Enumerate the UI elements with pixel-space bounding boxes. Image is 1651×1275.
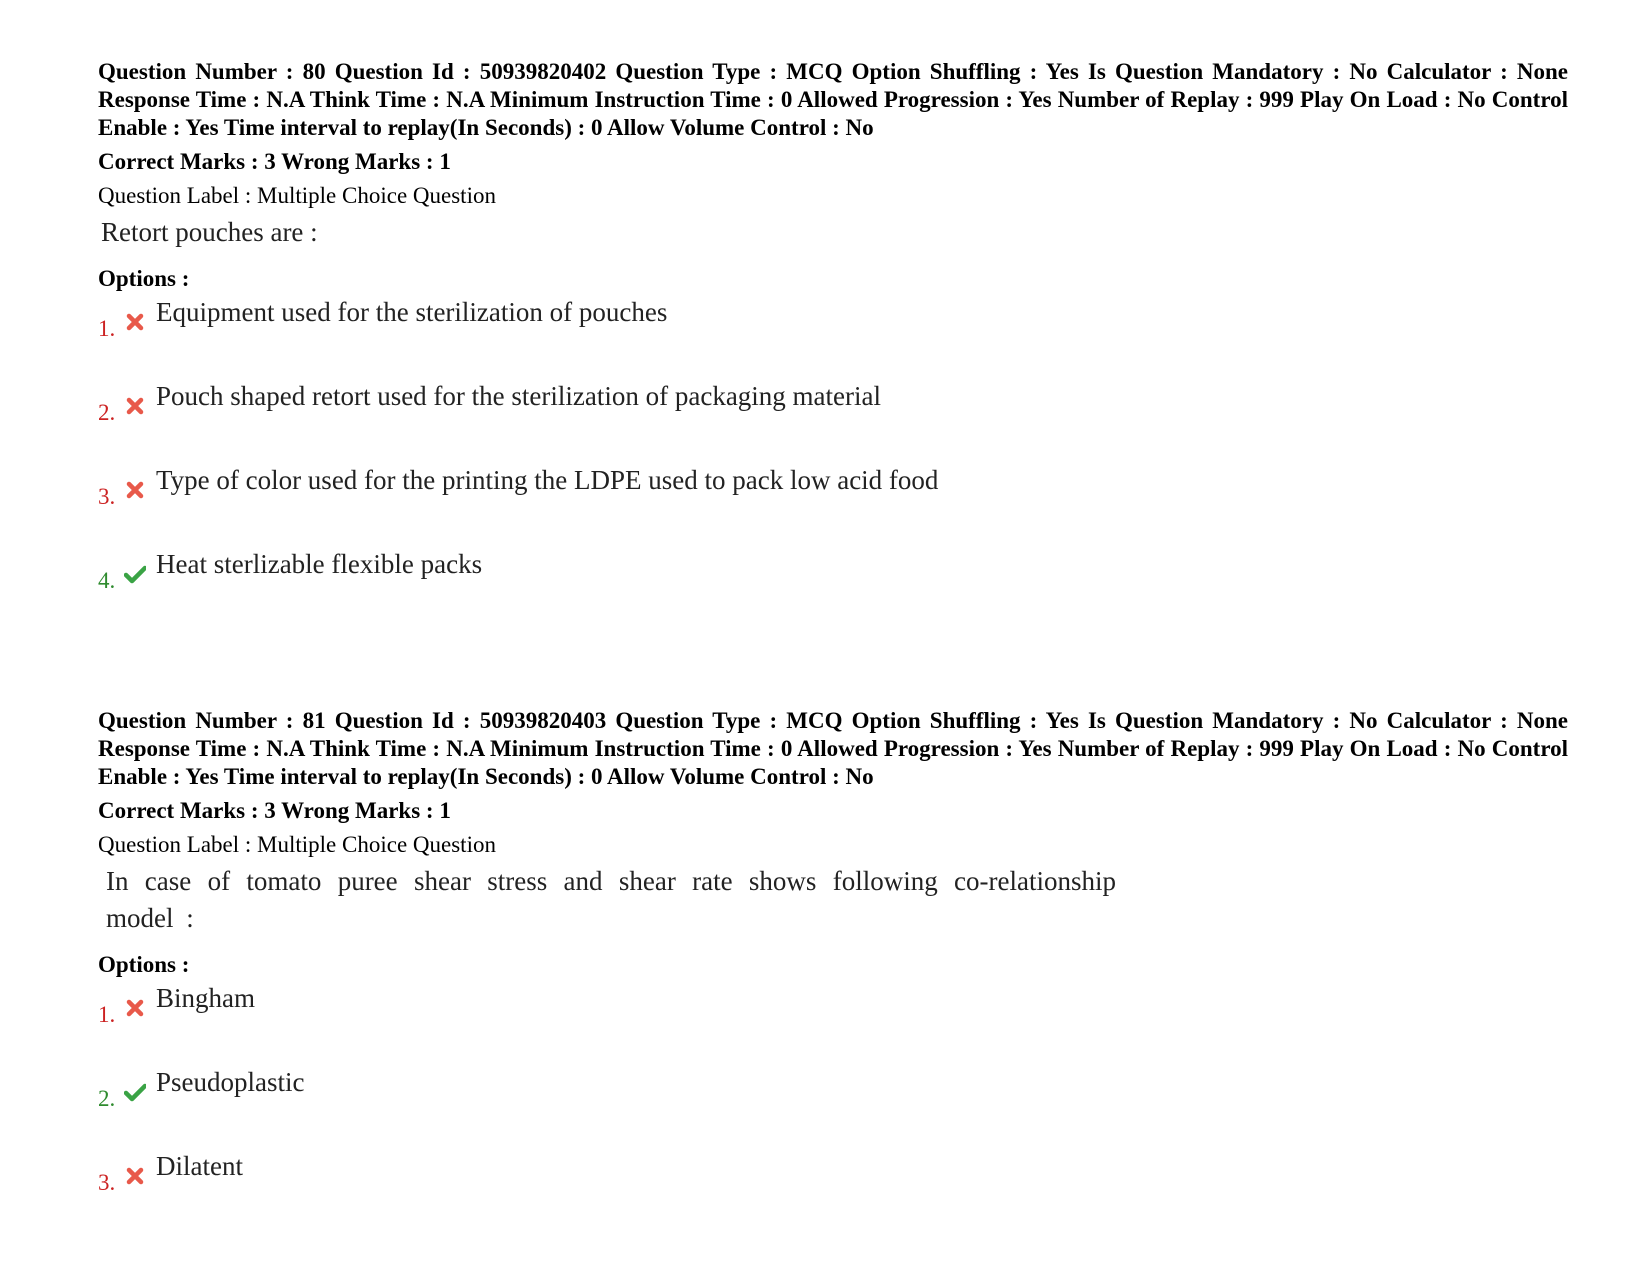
option-number: 3. [98,484,116,509]
option-text: Pseudoplastic [156,1067,305,1097]
option-text: Type of color used for the printing the LDPE used to pack low acid food [156,465,939,495]
question-meta: Question Number : 80 Question Id : 50939820402 Question Type : MCQ Option Shuffling : Yes Is Question Mandatory : No Calculator : None Response Time : N.A Think Time : N.A Minimum Instruction Time : 0 Allowed Progression : Yes Number of Replay : 999 Play On Load : No Control Enable : Yes Time interval to replay(In Seconds) : 0 Allow Volume Control : No [98,59,1568,140]
question-label: Question Label : Multiple Choice Question [98,183,496,208]
question-marks: Correct Marks : 3 Wrong Marks : 1 [98,798,451,823]
wrong-cross-icon [124,395,146,417]
option-number: 2. [98,400,116,425]
option-text: Heat sterlizable flexible packs [156,549,483,579]
option-number: 1. [98,1002,116,1027]
question-marks: Correct Marks : 3 Wrong Marks : 1 [98,149,451,174]
question-81 [98,707,1568,1231]
correct-check-icon [124,563,146,585]
option-1 [98,293,1568,377]
question-label: Question Label : Multiple Choice Question [98,832,496,857]
wrong-cross-icon [124,311,146,333]
options-heading: Options : [98,266,190,291]
question-text: Retort pouches are : [101,217,318,247]
option-text: Bingham [156,983,255,1013]
option-3 [98,1147,1568,1231]
wrong-cross-icon [124,479,146,501]
option-3 [98,461,1568,545]
option-number: 4. [98,568,116,593]
correct-check-icon [124,1081,146,1103]
option-text: Dilatent [156,1151,243,1181]
options-heading: Options : [98,952,190,977]
option-2 [98,377,1568,461]
option-number: 2. [98,1086,116,1111]
wrong-cross-icon [124,997,146,1019]
question-meta: Question Number : 81 Question Id : 50939820403 Question Type : MCQ Option Shuffling : Yes Is Question Mandatory : No Calculator : None Response Time : N.A Think Time : N.A Minimum Instruction Time : 0 Allowed Progression : Yes Number of Replay : 999 Play On Load : No Control Enable : Yes Time interval to replay(In Seconds) : 0 Allow Volume Control : No [98,708,1568,789]
option-1 [98,979,1568,1063]
option-text: Pouch shaped retort used for the sterilization of packaging material [156,381,882,411]
question-80 [98,58,1568,629]
option-number: 1. [98,316,116,341]
document-page [98,58,1568,1231]
option-number: 3. [98,1170,116,1195]
option-4 [98,545,1568,629]
option-2 [98,1063,1568,1147]
option-text: Equipment used for the sterilization of pouches [156,297,668,327]
wrong-cross-icon [124,1165,146,1187]
question-text: In case of tomato puree shear stress and shear rate shows following co-relationship model : [106,866,1116,933]
